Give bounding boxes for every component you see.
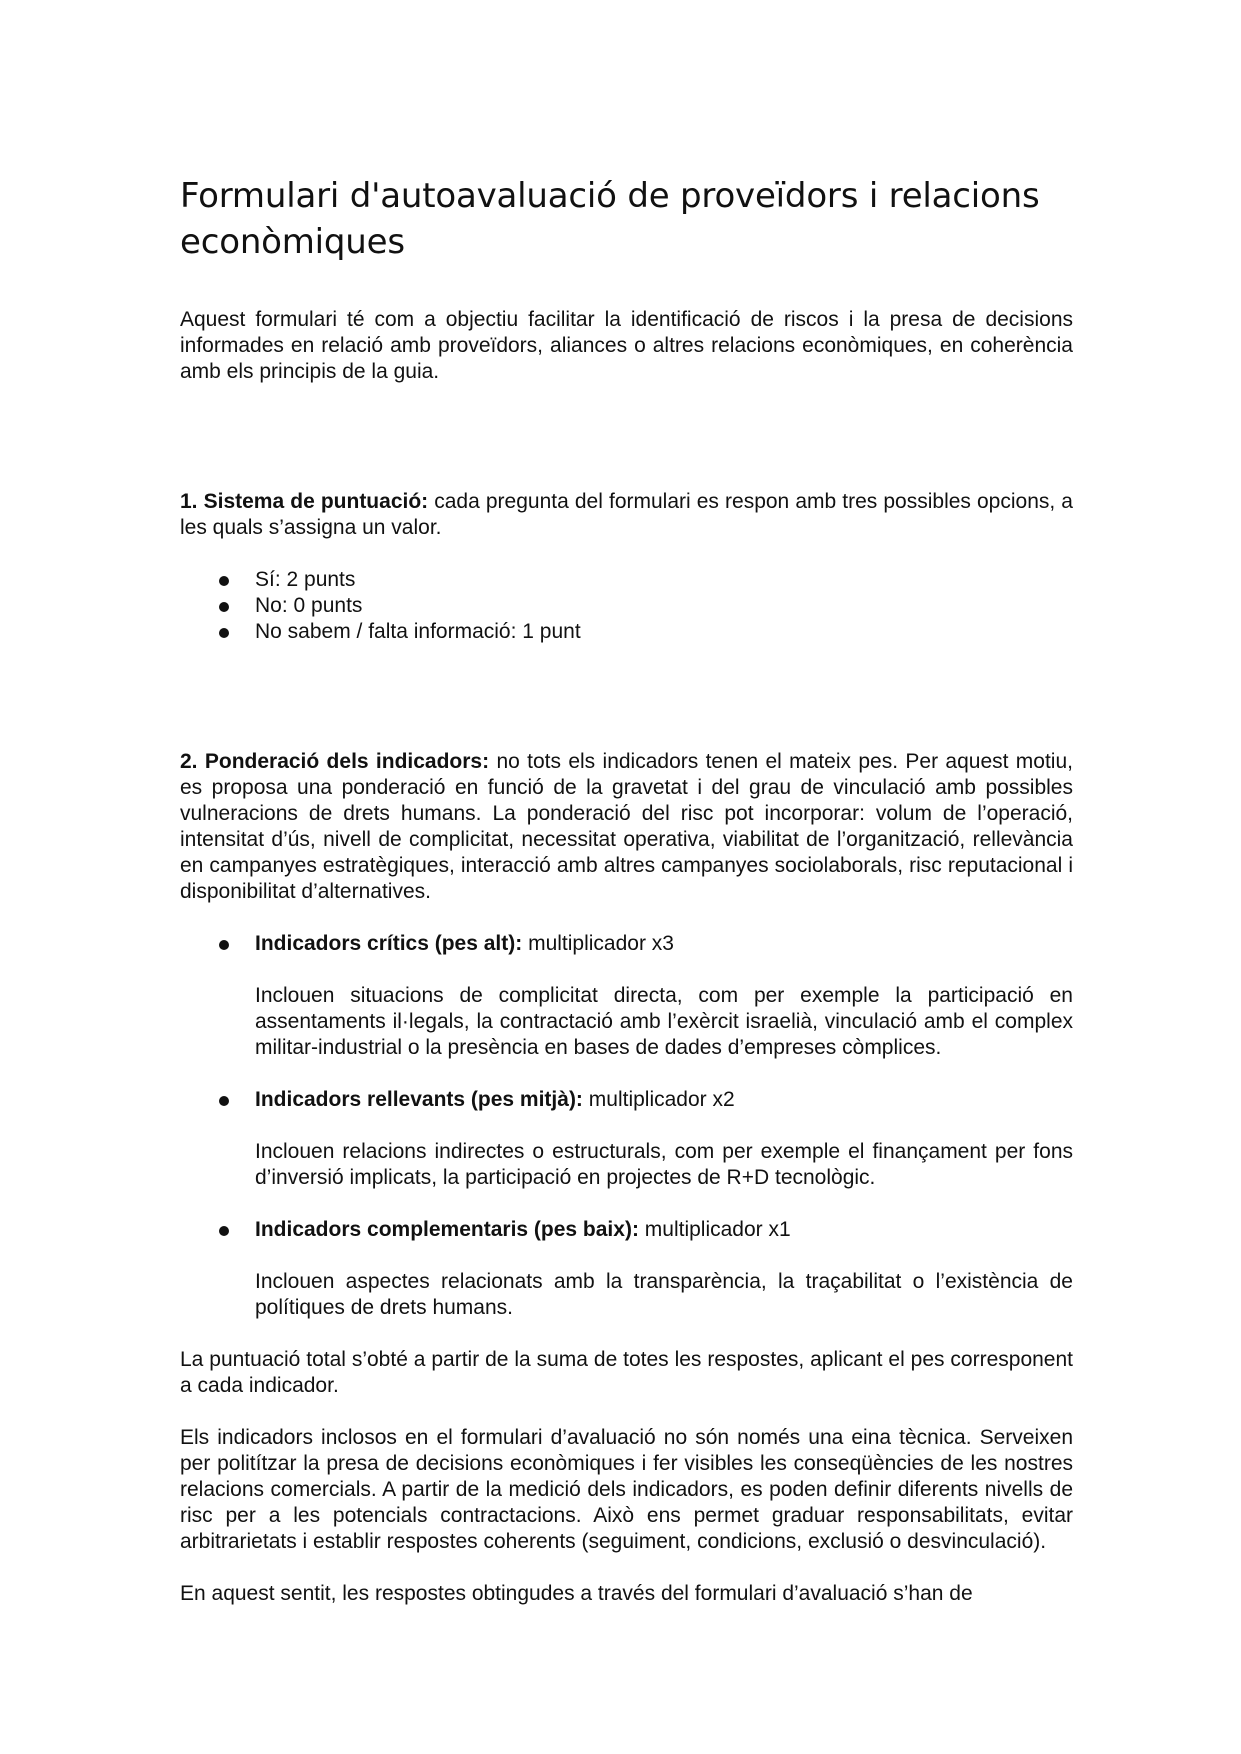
indicator-weights-list <box>180 931 1073 1321</box>
closing-paragraph: En aquest sentit, les respostes obtingudes a través del formulari d’avaluació s’han de <box>180 1582 973 1605</box>
scoring-option-unknown: No sabem / falta informació: 1 punt <box>255 620 581 643</box>
indicators-politics-paragraph: Els indicadors inclosos en el formulari d’avaluació no són només una eina tècnica. Serveixen per politítzar la presa de decisions econòmiques i fer visibles les conseqüències de les nostres relacions comercials. A partir de la medició dels indicadors, es poden definir diferents nivells de risc per a les potencials contractacions. Això ens permet graduar responsabilitats, evitar arbitrarietats i establir respostes coherents (seguiment, condicions, exclusió o desvinculació). <box>180 1426 1073 1553</box>
bullet-icon <box>219 940 229 950</box>
intro-paragraph: Aquest formulari té com a objectiu facilitar la identificació de riscos i la presa de decisions informades en relació amb proveïdors, aliances o altres relacions econòmiques, en coherència amb els principis de la guia. <box>180 308 1073 383</box>
bullet-icon <box>219 576 229 586</box>
indicator-relevant-multiplier: multiplicador x2 <box>582 1088 735 1111</box>
section-scoring-heading: 1. Sistema de puntuació: <box>180 490 429 513</box>
section-weighting-paragraph <box>180 749 1073 905</box>
list-item <box>255 619 1073 645</box>
scoring-options-list <box>180 567 1073 645</box>
list-item <box>255 931 1073 1061</box>
indicator-relevant-title <box>255 1087 1073 1113</box>
indicator-complementary-description: Inclouen aspectes relacionats amb la transparència, la traçabilitat o l’existència de polítiques de drets humans. <box>255 1270 1073 1319</box>
scoring-option-yes: Sí: 2 punts <box>255 568 356 591</box>
indicator-critical-label: Indicadors crítics (pes alt): <box>255 932 523 955</box>
bullet-icon <box>219 1226 229 1236</box>
page-title: Formulari d'autoavaluació de proveïdors i relacions econòmiques <box>180 176 1040 262</box>
indicator-critical-title <box>255 931 1073 957</box>
section-weighting-heading: 2. Ponderació dels indicadors: <box>180 750 490 773</box>
section-scoring-paragraph <box>180 489 1073 541</box>
section-weighting-text: no tots els indicadors tenen el mateix pes. Per aquest motiu, es proposa una ponderació en funció de la gravetat i del grau de vinculació amb possibles vulneracions de drets humans. La ponderació del risc pot incorporar: volum de l’operació, intensitat d’ús, nivell de complicitat, necessitat operativa, viabilitat de l’organització, rellevància en campanyes estratègiques, interacció amb altres campanyes sociolaborals, risc reputacional i disponibilitat d’alternatives. <box>180 750 1073 903</box>
indicator-complementary-multiplier: multiplicador x1 <box>638 1218 791 1241</box>
bullet-icon <box>219 602 229 612</box>
indicator-critical-multiplier: multiplicador x3 <box>522 932 674 955</box>
indicator-critical-description: Inclouen situacions de complicitat directa, com per exemple la participació en assentaments il·legals, la contractació amb l’exèrcit israelià, vinculació amb el complex militar-industrial o la presència en bases de dades d’empreses còmplices. <box>255 984 1073 1059</box>
section-scoring-text: cada pregunta del formulari es respon amb tres possibles opcions, a les quals s’assigna un valor. <box>180 490 1073 539</box>
bullet-icon <box>219 628 229 638</box>
indicator-relevant-description: Inclouen relacions indirectes o estructurals, com per exemple el finançament per fons d’inversió implicats, la participació en projectes de R+D tecnològic. <box>255 1140 1073 1189</box>
bullet-icon <box>219 1096 229 1106</box>
list-item <box>255 593 1073 619</box>
document-content <box>180 173 1073 1607</box>
scoring-option-no: No: 0 punts <box>255 594 363 617</box>
indicator-relevant-label: Indicadors rellevants (pes mitjà): <box>255 1088 583 1111</box>
list-item <box>255 567 1073 593</box>
indicator-complementary-label: Indicadors complementaris (pes baix): <box>255 1218 639 1241</box>
list-item <box>255 1217 1073 1321</box>
indicator-complementary-title <box>255 1217 1073 1243</box>
total-score-paragraph: La puntuació total s’obté a partir de la suma de totes les respostes, aplicant el pes corresponent a cada indicador. <box>180 1348 1073 1397</box>
list-item <box>255 1087 1073 1191</box>
